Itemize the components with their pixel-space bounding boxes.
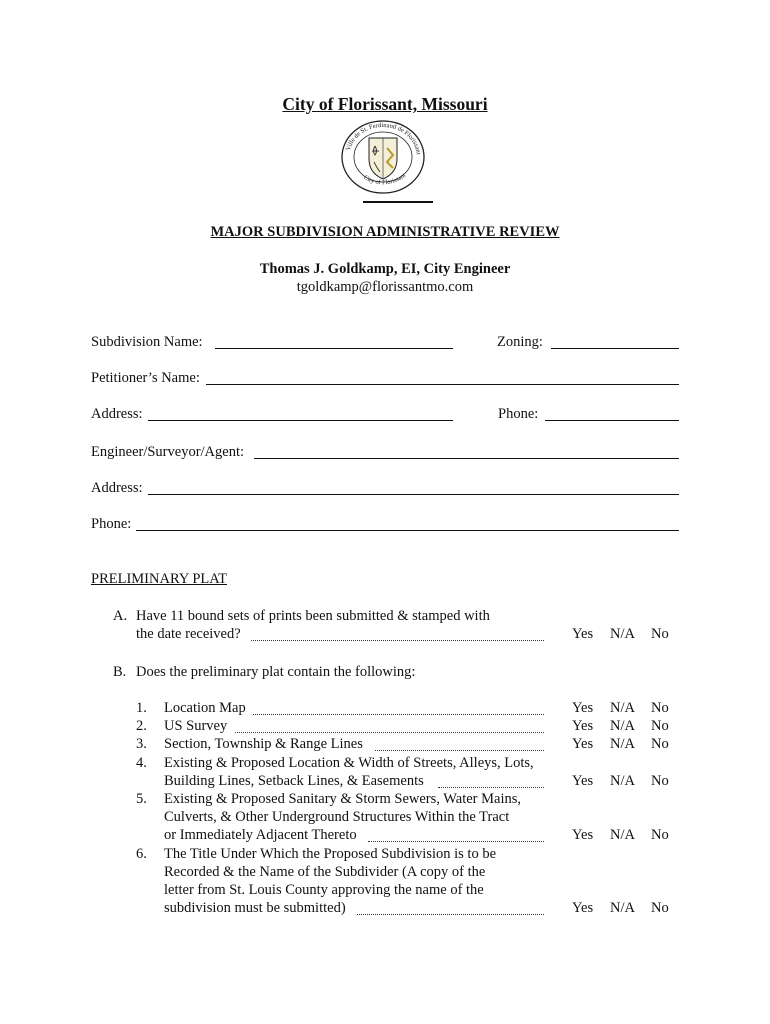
item-text: letter from St. Louis County approving the name of the xyxy=(164,882,484,898)
item-number: 4. xyxy=(136,755,147,771)
engineer-agent-field[interactable] xyxy=(254,458,679,459)
item-text: Recorded & the Name of the Subdivider (A copy of the xyxy=(164,864,486,880)
city-seal-icon xyxy=(338,118,428,196)
zoning-field[interactable] xyxy=(551,348,679,349)
no-option[interactable]: No xyxy=(651,718,669,734)
item-text: or Immediately Adjacent Thereto xyxy=(164,827,357,843)
na-option[interactable]: N/A xyxy=(610,827,635,843)
no-option[interactable]: No xyxy=(651,626,669,642)
yes-option[interactable]: Yes xyxy=(572,827,594,843)
item-number: 6. xyxy=(136,846,147,862)
svg-text:Ville de St. Ferdinand de Flor: Ville de St. Ferdinand de Florissant xyxy=(344,121,422,156)
na-option[interactable]: N/A xyxy=(610,900,635,916)
agent-address-field[interactable] xyxy=(148,494,679,495)
subdivision-name-field[interactable] xyxy=(215,348,453,349)
leader-dots xyxy=(251,640,544,641)
petitioner-name-label: Petitioner’s Name: xyxy=(91,370,200,386)
yes-option[interactable]: Yes xyxy=(572,626,594,642)
leader-dots xyxy=(253,714,544,715)
item-number: 1. xyxy=(136,700,147,716)
city-engineer-name: Thomas J. Goldkamp, EI, City Engineer xyxy=(259,261,511,277)
agent-address-label: Address: xyxy=(91,480,143,496)
item-a-text: the date received? xyxy=(136,626,241,642)
na-option[interactable]: N/A xyxy=(610,736,635,752)
document-title: City of Florissant, Missouri xyxy=(282,94,488,114)
item-a-marker: A. xyxy=(113,608,128,624)
na-option[interactable]: N/A xyxy=(610,773,635,789)
petitioner-name-field[interactable] xyxy=(206,384,679,385)
na-option[interactable]: N/A xyxy=(610,718,635,734)
item-text: Location Map xyxy=(164,700,246,716)
engineer-agent-label: Engineer/Surveyor/Agent: xyxy=(91,444,245,460)
item-b-marker: B. xyxy=(113,664,127,680)
item-text: Section, Township & Range Lines xyxy=(164,736,363,752)
yes-option[interactable]: Yes xyxy=(572,700,594,716)
na-option[interactable]: N/A xyxy=(610,700,635,716)
yes-option[interactable]: Yes xyxy=(572,773,594,789)
item-text: subdivision must be submitted) xyxy=(164,900,346,916)
subdivision-name-label: Subdivision Name: xyxy=(91,334,203,350)
yes-option[interactable]: Yes xyxy=(572,900,594,916)
item-a-text: Have 11 bound sets of prints been submitted & stamped with xyxy=(136,608,490,624)
yes-option[interactable]: Yes xyxy=(572,736,594,752)
na-option[interactable]: N/A xyxy=(610,626,635,642)
yes-option[interactable]: Yes xyxy=(572,718,594,734)
leader-dots xyxy=(375,750,544,751)
item-text: Existing & Proposed Location & Width of Streets, Alleys, Lots, xyxy=(164,755,534,771)
no-option[interactable]: No xyxy=(651,900,669,916)
address-field[interactable] xyxy=(148,420,453,421)
item-text: The Title Under Which the Proposed Subdivision is to be xyxy=(164,846,497,862)
zoning-label: Zoning: xyxy=(497,334,543,350)
svg-text:City of Florissant: City of Florissant xyxy=(362,171,408,187)
item-text: Building Lines, Setback Lines, & Easements xyxy=(164,773,424,789)
item-text: Existing & Proposed Sanitary & Storm Sewers, Water Mains, xyxy=(164,791,522,807)
address-label: Address: xyxy=(91,406,143,422)
form-title: MAJOR SUBDIVISION ADMINISTRATIVE REVIEW xyxy=(210,224,560,240)
phone-field[interactable] xyxy=(545,420,679,421)
engineer-email: tgoldkamp@florissantmo.com xyxy=(296,279,474,295)
item-number: 2. xyxy=(136,718,147,734)
item-text: Culverts, & Other Underground Structures Within the Tract xyxy=(164,809,510,825)
divider-rule xyxy=(363,201,433,203)
leader-dots xyxy=(357,914,544,915)
leader-dots xyxy=(438,787,544,788)
no-option[interactable]: No xyxy=(651,700,669,716)
agent-phone-label: Phone: xyxy=(91,516,132,532)
item-number: 3. xyxy=(136,736,147,752)
leader-dots xyxy=(235,732,544,733)
phone-label: Phone: xyxy=(498,406,539,422)
agent-phone-field[interactable] xyxy=(136,530,679,531)
leader-dots xyxy=(368,841,544,842)
item-b-text: Does the preliminary plat contain the following: xyxy=(136,664,416,680)
no-option[interactable]: No xyxy=(651,736,669,752)
no-option[interactable]: No xyxy=(651,773,669,789)
section-title: PRELIMINARY PLAT xyxy=(91,571,228,587)
no-option[interactable]: No xyxy=(651,827,669,843)
item-text: US Survey xyxy=(164,718,228,734)
item-number: 5. xyxy=(136,791,147,807)
